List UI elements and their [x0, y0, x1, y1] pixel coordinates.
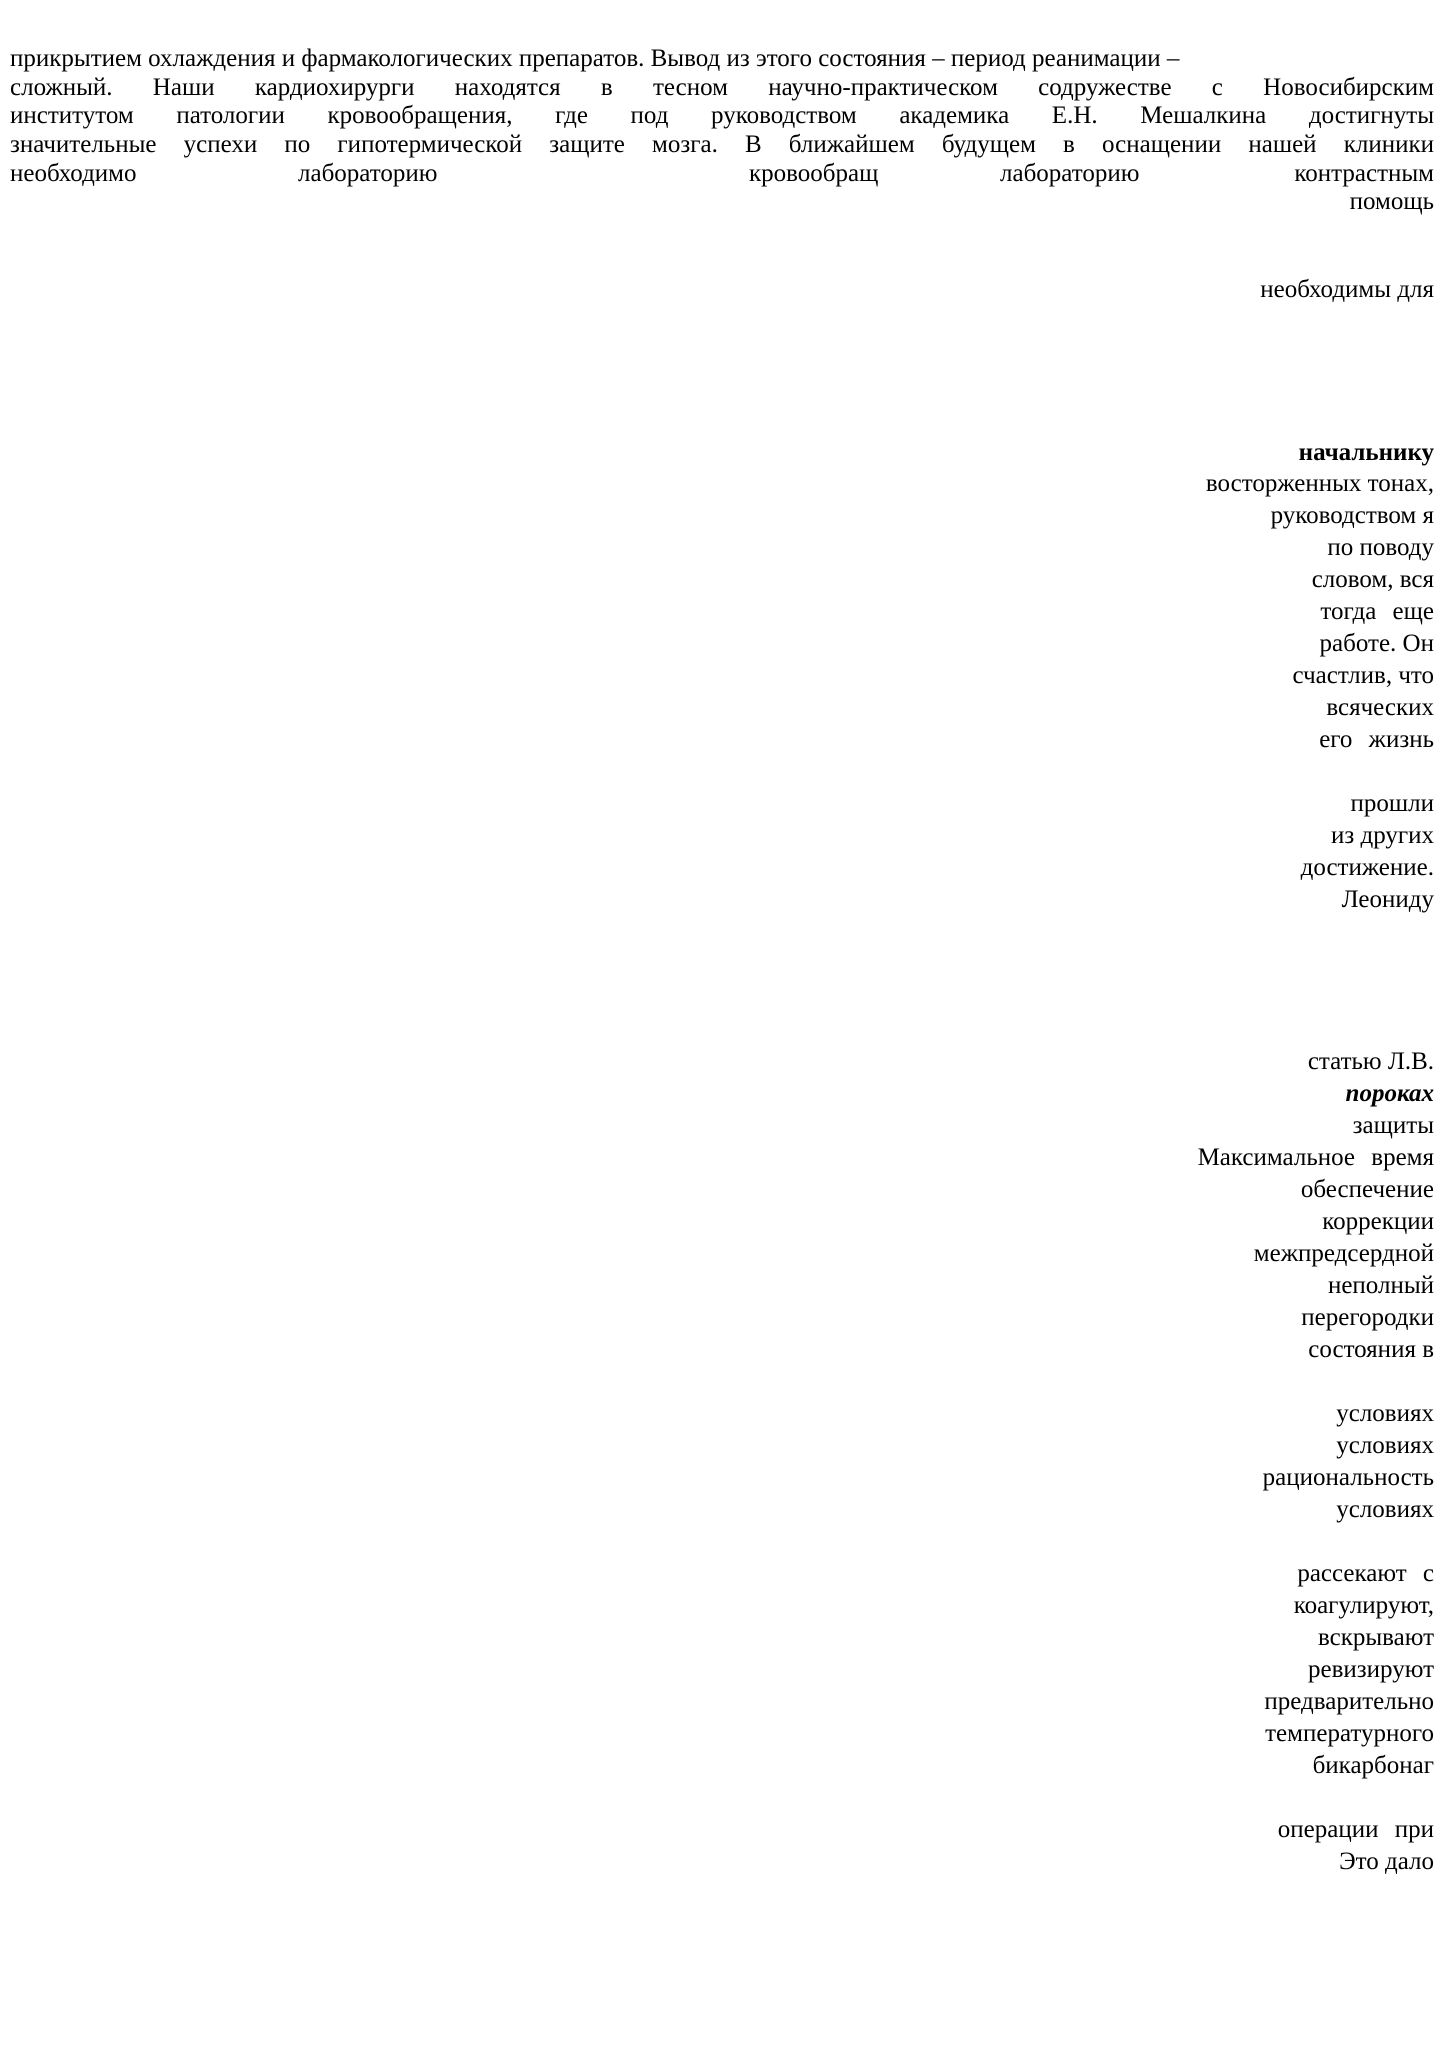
gapped-word: лабораторию [298, 160, 438, 187]
text-fragment: словом, вся [1311, 566, 1434, 593]
text-fragment: условиях [1336, 1432, 1434, 1459]
text-fragment: температурного [1265, 1720, 1434, 1747]
text-fragment: условиях [1336, 1496, 1434, 1523]
text-fragment: неполный [1327, 1272, 1434, 1299]
text-fragment: помощь [1349, 188, 1434, 215]
text-fragment: коагулируют, [1293, 1592, 1434, 1619]
text-fragment: достижение. [1300, 854, 1434, 881]
text-fragment: по поводу [1327, 534, 1434, 561]
text-fragment: работе. Он [1319, 630, 1434, 657]
text-fragment: операции при [1277, 1816, 1434, 1843]
text-fragment: прошли [1350, 790, 1434, 817]
text-fragment: вскрывают [1317, 1624, 1434, 1651]
text-fragment: условиях [1336, 1400, 1434, 1427]
text-fragment: межпредсердной [1253, 1240, 1434, 1267]
text-fragment: восторженных тонах, [1205, 470, 1434, 497]
paragraph-line-3: институтом патологии кровообращения, где под руководством академика Е.Н. Мешалкина достигнуты [10, 102, 1434, 129]
text-fragment: необходимы для [1260, 276, 1434, 303]
text-fragment: из других [1330, 822, 1434, 849]
gapped-word: необходимо [10, 160, 137, 187]
text-fragment: обеспечение [1300, 1176, 1434, 1203]
text-fragment: защиты [1352, 1112, 1434, 1139]
text-fragment: рассекают с [1297, 1560, 1434, 1587]
gapped-word: кровообращ [749, 160, 879, 187]
text-fragment: перегородки [1301, 1304, 1434, 1331]
text-fragment: Максимальное время [1197, 1144, 1434, 1171]
text-fragment: его жизнь [1319, 726, 1434, 753]
text-fragment: рациональность [1262, 1464, 1434, 1491]
text-fragment: счастлив, что [1292, 662, 1434, 689]
text-fragment: предварительно [1264, 1688, 1434, 1715]
paragraph-line-1: прикрытием охлаждения и фармакологических препаратов. Вывод из этого состояния – период реанимации – [10, 45, 1180, 72]
text-fragment-bold: начальнику [1298, 439, 1434, 466]
text-fragment: статью Л.В. [1307, 1048, 1434, 1075]
text-fragment-bold-italic: пороках [1345, 1080, 1434, 1107]
gapped-word: лабораторию [1000, 160, 1140, 187]
gapped-word: контрастным [1294, 160, 1434, 187]
text-fragment: ревизируют [1308, 1656, 1434, 1683]
text-fragment: всяческих [1326, 694, 1434, 721]
paragraph-line-4: значительные успехи по гипотермической защите мозга. В ближайшем будущем в оснащении нашей клиники [10, 131, 1434, 158]
text-fragment: Это дало [1339, 1848, 1434, 1875]
text-fragment: руководством я [1270, 502, 1434, 529]
text-fragment: тогда еще [1320, 598, 1434, 625]
text-fragment: Леониду [1341, 886, 1434, 913]
text-fragment: бикарбонаг [1312, 1752, 1434, 1779]
text-fragment: коррекции [1322, 1208, 1434, 1235]
text-fragment: состояния в [1308, 1336, 1434, 1363]
paragraph-line-2: сложный. Наши кардиохирурги находятся в тесном научно-практическом содружестве с Новосибирским [10, 74, 1434, 101]
